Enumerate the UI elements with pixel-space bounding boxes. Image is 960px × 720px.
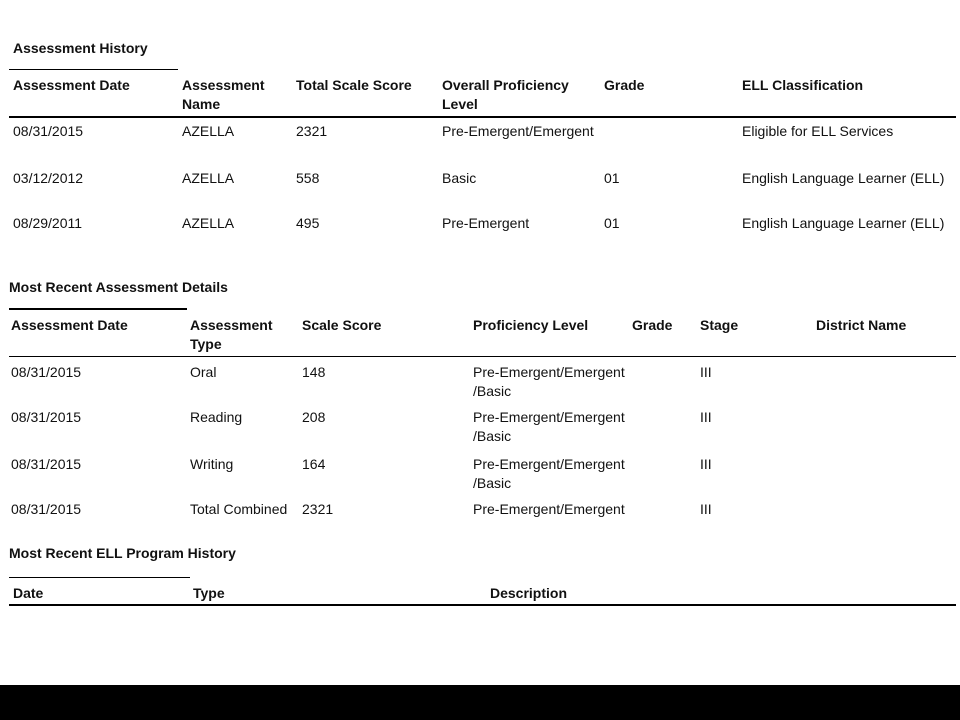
col-header-assessment-date: Assessment Date (11, 317, 128, 333)
table-cell: 08/31/2015 (11, 501, 82, 517)
table-cell: Eligible for ELL Services (742, 123, 894, 139)
table-cell: Basic (442, 170, 477, 186)
col-header-assessment-date: Assessment Date (13, 77, 130, 93)
col-header-district-name: District Name (816, 317, 907, 333)
header-rule (9, 356, 956, 357)
col-header-ell-classification: ELL Classification (742, 77, 864, 93)
col-header-grade: Grade (632, 317, 673, 333)
col-header-date: Date (13, 585, 44, 601)
table-cell: III (700, 456, 712, 472)
header-rule (9, 116, 956, 118)
table-cell: Pre-Emergent (442, 215, 530, 231)
table-cell: Pre-Emergent/Emergent /Basic (473, 456, 625, 491)
table-cell: 08/31/2015 (11, 409, 82, 425)
table-cell: III (700, 364, 712, 380)
table-cell: Pre-Emergent/Emergent (473, 501, 625, 517)
table-cell: English Language Learner (ELL) (742, 215, 945, 231)
table-cell: 08/31/2015 (13, 123, 84, 139)
col-header-scale-score: Scale Score (302, 317, 382, 333)
table-cell: 164 (302, 456, 326, 472)
table-cell: 495 (296, 215, 320, 231)
section-title-underline (9, 69, 178, 70)
ell-program-title: Most Recent ELL Program History (9, 545, 236, 561)
col-header-grade: Grade (604, 77, 645, 93)
table-cell: 03/12/2012 (13, 170, 84, 186)
table-cell: Writing (190, 456, 234, 472)
table-cell: Total Combined (190, 501, 288, 517)
table-cell: Pre-Emergent/Emergent /Basic (473, 364, 625, 399)
col-header-overall-proficiency: Overall Proficiency Level (442, 77, 569, 112)
section-title-underline (9, 308, 187, 310)
table-cell: Oral (190, 364, 217, 380)
table-cell: 148 (302, 364, 326, 380)
table-cell: Pre-Emergent/Emergent (442, 123, 594, 139)
assessment-history-title: Assessment History (13, 40, 148, 56)
table-cell: 01 (604, 170, 620, 186)
table-cell: 08/31/2015 (11, 364, 82, 380)
table-cell: 2321 (296, 123, 328, 139)
table-cell: 2321 (302, 501, 334, 517)
col-header-assessment-name: Assessment Name (182, 77, 265, 112)
recent-details-title: Most Recent Assessment Details (9, 279, 228, 295)
table-cell: 01 (604, 215, 620, 231)
table-cell: AZELLA (182, 123, 235, 139)
col-header-total-scale-score: Total Scale Score (296, 77, 412, 93)
table-cell: English Language Learner (ELL) (742, 170, 945, 186)
table-cell: III (700, 409, 712, 425)
col-header-proficiency-level: Proficiency Level (473, 317, 589, 333)
table-cell: Reading (190, 409, 243, 425)
table-cell: 558 (296, 170, 320, 186)
col-header-stage: Stage (700, 317, 739, 333)
table-cell: Pre-Emergent/Emergent /Basic (473, 409, 625, 444)
footer-bar (0, 685, 960, 720)
table-cell: 208 (302, 409, 326, 425)
col-header-type: Type (193, 585, 225, 601)
col-header-description: Description (490, 585, 568, 601)
table-cell: AZELLA (182, 170, 235, 186)
table-cell: 08/29/2011 (13, 215, 83, 231)
table-cell: 08/31/2015 (11, 456, 82, 472)
section-title-underline (9, 577, 190, 578)
table-cell: AZELLA (182, 215, 235, 231)
header-rule (9, 604, 956, 606)
col-header-assessment-type: Assessment Type (190, 317, 273, 352)
table-cell: III (700, 501, 712, 517)
